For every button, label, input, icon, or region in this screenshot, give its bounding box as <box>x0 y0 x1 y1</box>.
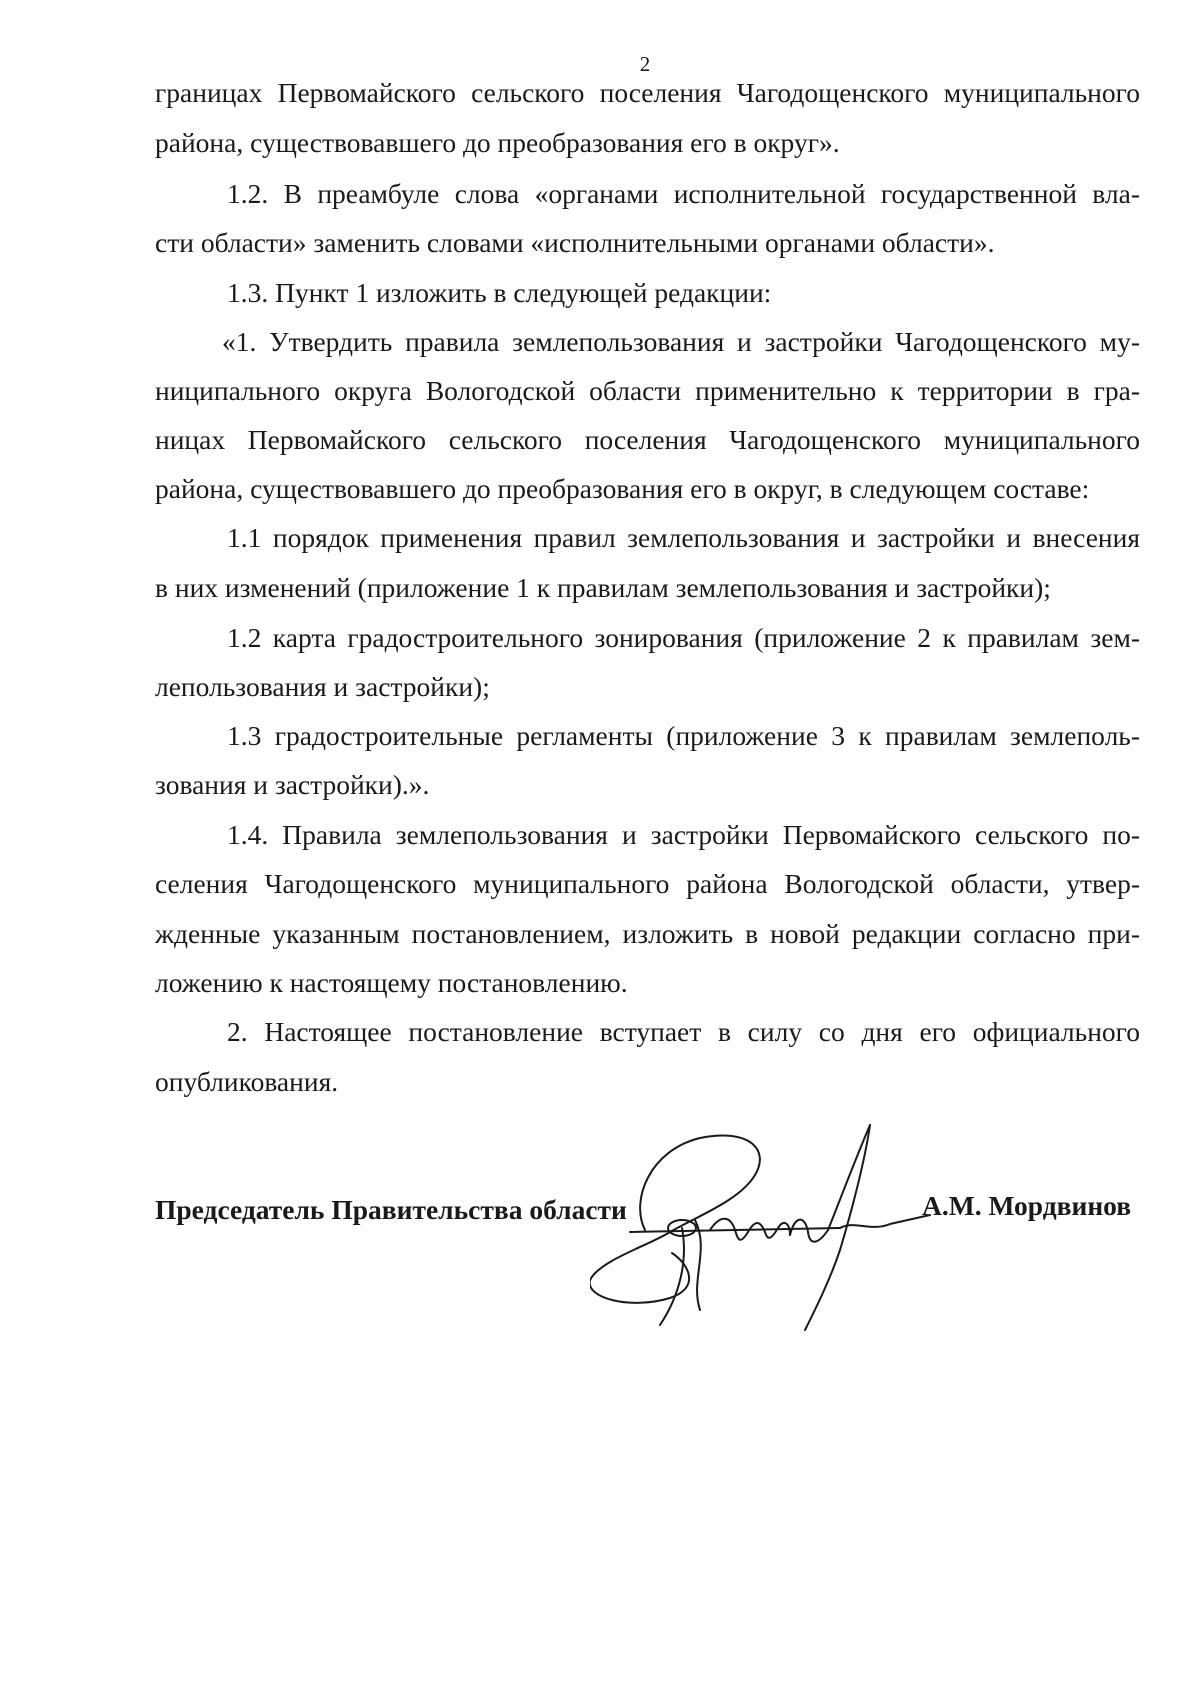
page-number: 2 <box>639 52 651 76</box>
body-line: 1.2. В преамбуле слова «органами исполнительной государственной вла- <box>227 178 1140 209</box>
body-line: 1.1 порядок применения правил землепользования и застройки и внесения <box>227 522 1140 553</box>
handwritten-signature <box>590 1120 940 1335</box>
body-line: 2. Настоящее постановление вступает в силу со дня его официального <box>227 1016 1140 1047</box>
signatory-title: Председатель Правительства области <box>155 1194 627 1225</box>
body-line: «1. Утвердить правила землепользования и застройки Чагодощенского му- <box>222 326 1140 357</box>
body-line: селения Чагодощенского муниципального района Вологодской области, утвер- <box>155 868 1140 899</box>
body-line: 1.2 карта градостроительного зонирования (приложение 2 к правилам зем- <box>227 622 1140 653</box>
body-line: ниципального округа Вологодской области применительно к территории в гра- <box>155 375 1140 406</box>
body-line: района, существовавшего до преобразования его в округ». <box>155 127 840 158</box>
body-line: 1.3 градостроительные регламенты (приложение 3 к правилам землеполь- <box>227 720 1140 751</box>
body-line: сти области» заменить словами «исполнительными органами области». <box>155 227 995 258</box>
body-line: района, существовавшего до преобразования его в округ, в следующем составе: <box>155 473 1090 504</box>
body-line: ложению к настоящему постановлению. <box>155 967 628 998</box>
body-line: жденные указанным постановлением, изложить в новой редакции согласно при- <box>155 918 1140 949</box>
body-line: лепользования и застройки); <box>155 671 490 702</box>
body-line: 1.4. Правила землепользования и застройки Первомайского сельского по- <box>227 819 1140 850</box>
body-line: зования и застройки).». <box>155 769 430 800</box>
signatory-name: А.М. Мордвинов <box>922 1190 1132 1221</box>
body-line: ницах Первомайского сельского поселения Чагодощенского муниципального <box>155 424 1140 455</box>
body-line: границах Первомайского сельского поселения Чагодощенского муниципального <box>155 77 1140 108</box>
body-line: опубликования. <box>155 1066 339 1097</box>
body-line: в них изменений (приложение 1 к правилам землепользования и застройки); <box>155 572 1051 603</box>
body-line: 1.3. Пункт 1 изложить в следующей редакции: <box>227 277 772 308</box>
